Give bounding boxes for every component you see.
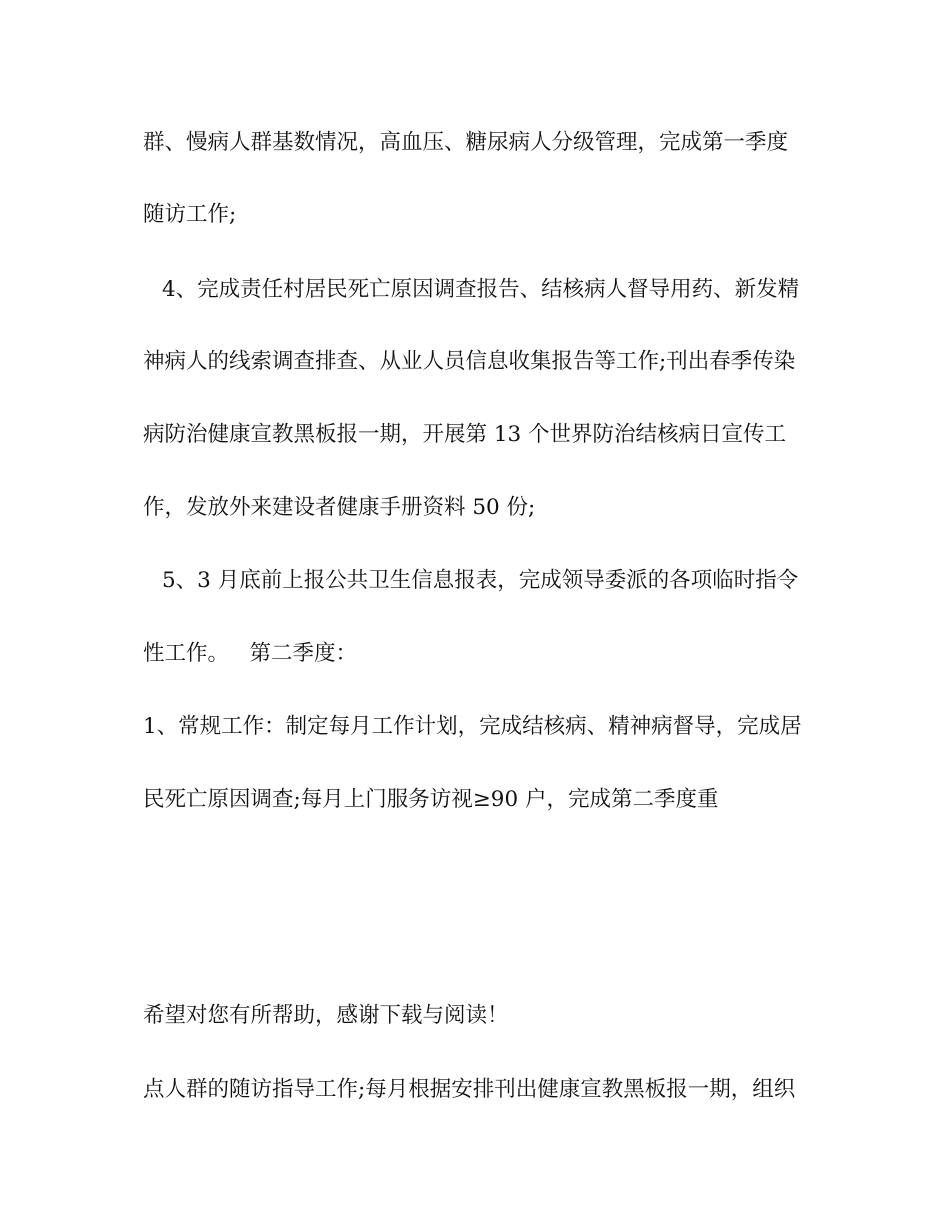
- closing-note: 希望对您有所帮助，感谢下载与阅读！: [143, 1003, 509, 1028]
- body-text-line: 随访工作;: [143, 202, 237, 227]
- body-text-line: 病防治健康宣教黑板报一期，开展第 13 个世界防治结核病日宣传工: [143, 422, 787, 447]
- section-heading-q2: 性工作。 第二季度：: [143, 641, 358, 666]
- body-text-line: 作，发放外来建设者健康手册资料 50 份;: [143, 495, 536, 520]
- continuation-line: 点人群的随访指导工作;每月根据安排刊出健康宣教黑板报一期，组织: [143, 1077, 796, 1102]
- body-text-line: 神病人的线索调查排查、从业人员信息收集报告等工作;刊出春季传染: [143, 349, 796, 374]
- list-item-4: 4、完成责任村居民死亡原因调查报告、结核病人督导用药、新发精: [162, 277, 800, 302]
- body-text-line: 群、慢病人群基数情况，高血压、糖尿病人分级管理，完成第一季度: [143, 130, 789, 155]
- body-text-line: 民死亡原因调查;每月上门服务访视≥90 户，完成第二季度重: [143, 787, 719, 812]
- list-item-5: 5、3 月底前上报公共卫生信息报表，完成领导委派的各项临时指令: [162, 568, 799, 593]
- list-item-1: 1、常规工作：制定每月工作计划，完成结核病、精神病督导，完成居: [143, 714, 802, 739]
